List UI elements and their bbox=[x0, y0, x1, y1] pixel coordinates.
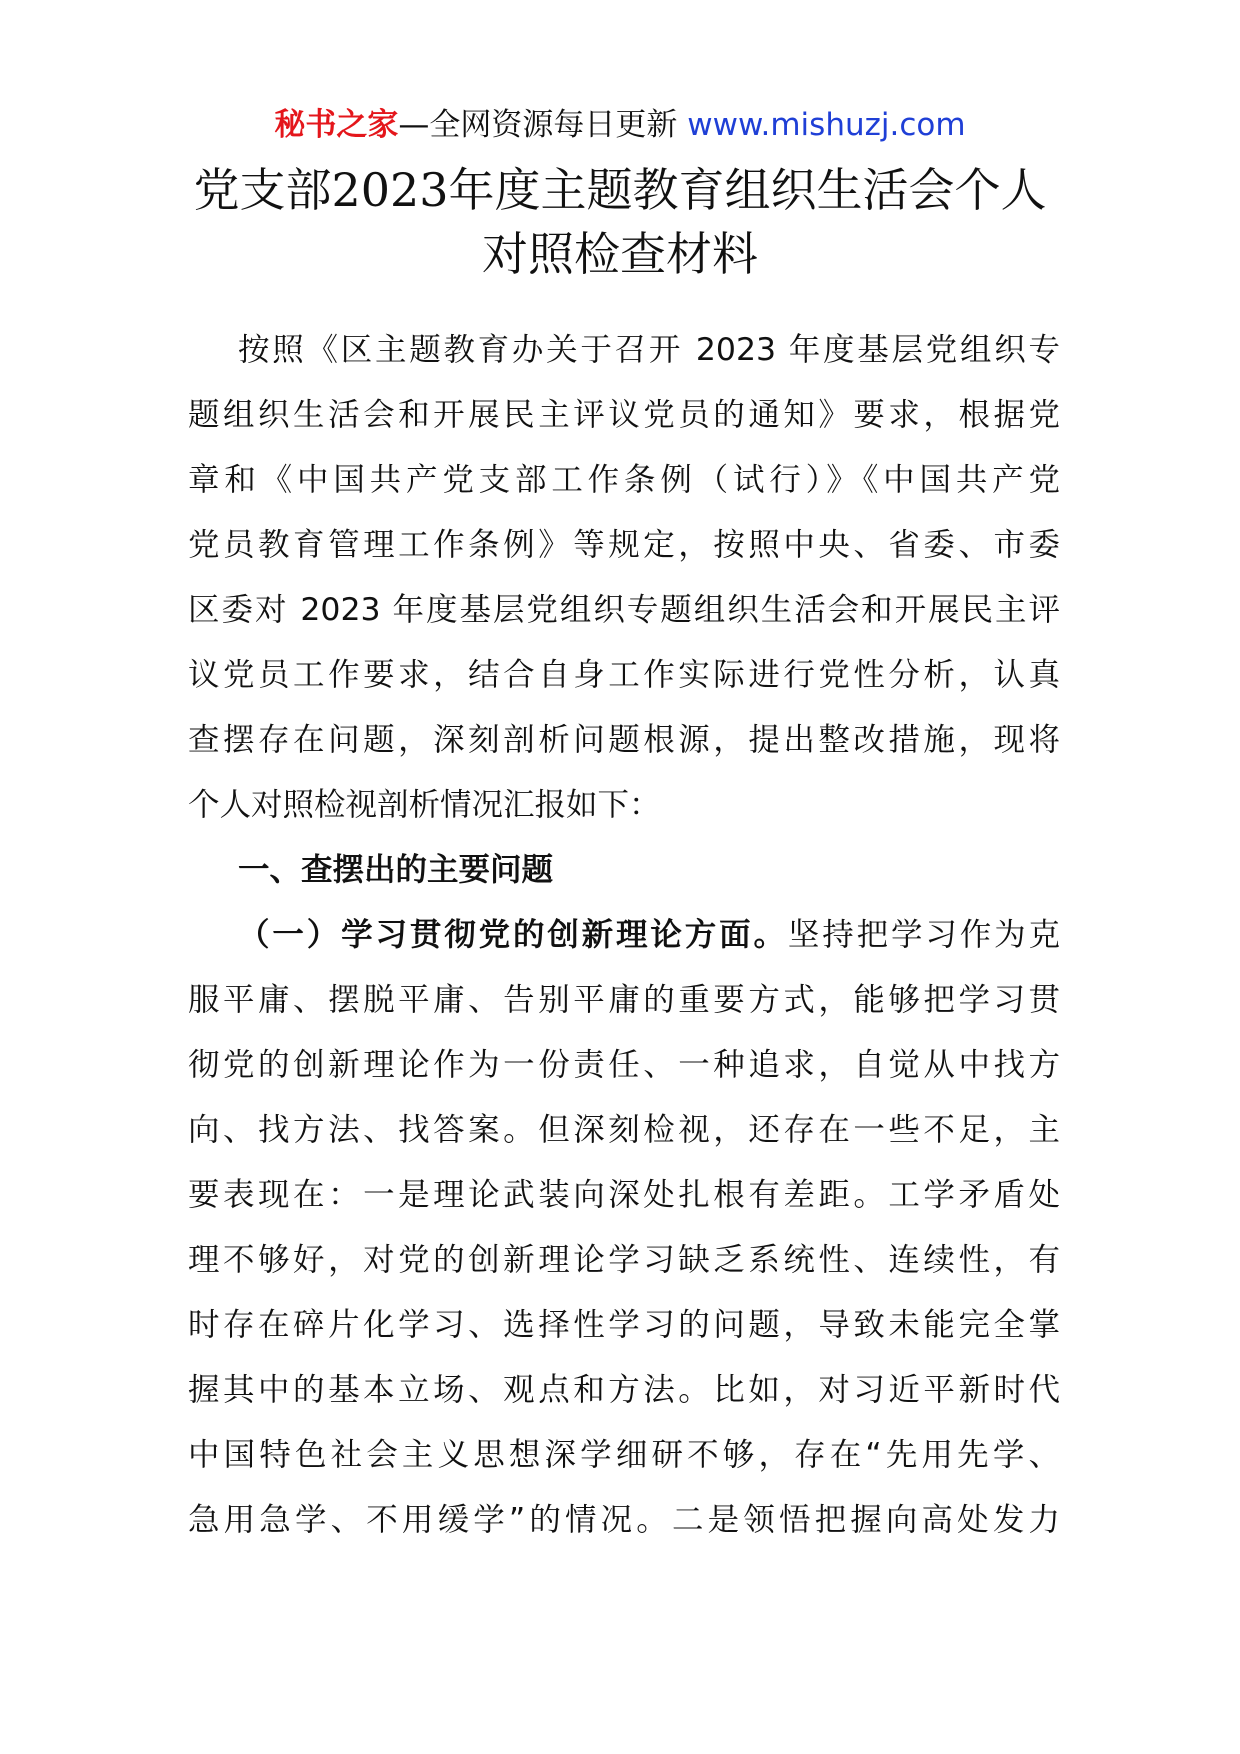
paragraph-line: 向、找方法、找答案。但深刻检视，还存在一些不足，主 bbox=[188, 1112, 1060, 1148]
paragraph-line: 握其中的基本立场、观点和方法。比如，对习近平新时代 bbox=[188, 1372, 1060, 1408]
intro-line: 题组织生活会和开展民主评议党员的通知》要求，根据党 bbox=[188, 397, 1060, 433]
brand-name: 秘书之家 bbox=[274, 107, 399, 143]
subsection-first-line: （一）学习贯彻党的创新理论方面。坚持把学习作为克 bbox=[238, 917, 1060, 953]
site-header bbox=[0, 98, 1240, 152]
paragraph-line: 理不够好，对党的创新理论学习缺乏系统性、连续性，有 bbox=[188, 1242, 1060, 1278]
intro-line: 个人对照检视剖析情况汇报如下： bbox=[188, 787, 661, 823]
intro-line: 按照《区主题教育办关于召开 2023 年度基层党组织专 bbox=[238, 332, 1060, 368]
intro-line: 区委对 2023 年度基层党组织专题组织生活会和开展民主评 bbox=[188, 592, 1060, 628]
document-title bbox=[150, 158, 1090, 286]
header-tagline: —全网资源每日更新 bbox=[398, 107, 688, 143]
intro-line: 查摆存在问题，深刻剖析问题根源，提出整改措施，现将 bbox=[188, 722, 1060, 758]
section-heading: 一、查摆出的主要问题 bbox=[238, 852, 554, 888]
document-body bbox=[188, 318, 1060, 1553]
intro-line: 议党员工作要求，结合自身工作实际进行党性分析，认真 bbox=[188, 657, 1060, 693]
site-url[interactable]: www.mishuzj.com bbox=[687, 107, 966, 143]
paragraph-line: 急用急学、不用缓学”的情况。二是领悟把握向高处发力 bbox=[188, 1502, 1060, 1538]
title-line-1: 党支部2023年度主题教育组织生活会个人 bbox=[193, 163, 1047, 217]
paragraph-line: 时存在碎片化学习、选择性学习的问题，导致未能完全掌 bbox=[188, 1307, 1060, 1343]
paragraph-line: 彻党的创新理论作为一份责任、一种追求，自觉从中找方 bbox=[188, 1047, 1060, 1083]
paragraph-line: 服平庸、摆脱平庸、告别平庸的重要方式，能够把学习贯 bbox=[188, 982, 1060, 1018]
intro-line: 党员教育管理工作条例》等规定，按照中央、省委、市委 bbox=[188, 527, 1060, 563]
paragraph-line: 中国特色社会主义思想深学细研不够，存在“先用先学、 bbox=[188, 1437, 1060, 1473]
paragraph-line: 要表现在：一是理论武装向深处扎根有差距。工学矛盾处 bbox=[188, 1177, 1060, 1213]
intro-line: 章和《中国共产党支部工作条例（试行）》《中国共产党 bbox=[188, 462, 1060, 498]
title-line-2: 对照检查材料 bbox=[482, 227, 758, 281]
subsection-heading: （一）学习贯彻党的创新理论方面。 bbox=[238, 917, 788, 953]
